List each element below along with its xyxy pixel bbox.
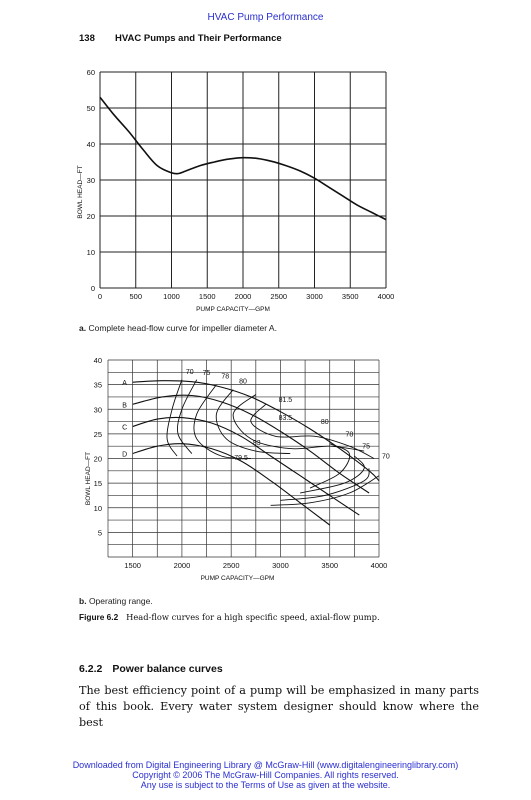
y-tick-label: 50 [86, 104, 95, 113]
y-tick-label: 20 [86, 212, 95, 221]
efficiency-label: 78 [221, 373, 230, 381]
chapter-title: HVAC Pumps and Their Performance [115, 33, 282, 44]
y-tick-label: 30 [93, 405, 102, 415]
y-tick-label: 25 [93, 429, 102, 439]
efficiency-label: 70 [185, 368, 194, 376]
figure-a-letter: a. [79, 323, 87, 333]
footer [0, 760, 531, 790]
efficiency-label: 75 [202, 369, 211, 377]
efficiency-label: 75 [362, 443, 371, 451]
y-tick-label: 30 [86, 176, 95, 185]
figure-b-letter: b. [79, 596, 87, 606]
x-tick-label: 1500 [198, 292, 216, 301]
figure-caption-text: Head-flow curves for a high specific speed, axial-flow pump. [126, 612, 380, 622]
section-title: Power balance curves [112, 663, 223, 675]
efficiency-label: 83.5 [278, 415, 293, 423]
footer-line-2: Copyright © 2006 The McGraw-Hill Companies. All rights reserved. [132, 770, 399, 780]
y-tick-label: 15 [93, 479, 102, 489]
efficiency-label: 80 [239, 378, 247, 386]
curve-label-d: D [122, 451, 128, 459]
x-tick-label: 3500 [321, 561, 339, 570]
y-tick-label: 10 [86, 248, 95, 257]
efficiency-label: 83 [252, 440, 261, 448]
page-header [79, 33, 282, 44]
section-number: 6.2.2 [79, 663, 103, 675]
figure-a-caption-text: Complete head-flow curve for impeller diameter A. [88, 323, 277, 333]
x-tick-label: 1000 [163, 292, 180, 301]
curve-label-a: A [122, 380, 127, 388]
y-axis-label: BOWL HEAD—FT [85, 451, 92, 506]
efficiency-label: 81.5 [278, 396, 293, 404]
body-paragraph: The best efficiency point of a pump will be emphasized in many parts of this book. Every water system designer should know where the best [79, 684, 479, 729]
efficiency-contour [300, 456, 364, 493]
efficiency-label: 78 [345, 431, 354, 439]
efficiency-label: 80 [320, 419, 329, 427]
x-tick-label: 4000 [377, 292, 395, 301]
curve-label-b: B [122, 402, 127, 410]
x-tick-label: 3000 [306, 292, 323, 301]
curve-label-c: C [122, 424, 128, 432]
figure-a-caption [79, 323, 277, 333]
y-tick-label: 40 [93, 356, 102, 365]
y-tick-label: 20 [93, 454, 102, 464]
x-tick-label: 2500 [270, 292, 288, 301]
x-tick-label: 3500 [341, 292, 359, 301]
x-tick-label: 2000 [234, 292, 252, 301]
figure-caption-label: Figure 6.2 [79, 612, 119, 622]
x-tick-label: 3000 [272, 561, 289, 570]
x-tick-label: 1500 [124, 561, 141, 570]
efficiency-label: 79.5 [234, 454, 248, 462]
x-axis-label: PUMP CAPACITY—GPM [200, 575, 275, 582]
x-tick-label: 500 [129, 292, 143, 301]
efficiency-contour [271, 476, 379, 506]
y-tick-label: 10 [93, 503, 102, 513]
y-tick-label: 0 [90, 284, 95, 293]
operating-range-chart-b [0, 350, 531, 600]
figure-caption [79, 612, 409, 623]
x-tick-label: 0 [97, 292, 103, 301]
running-head: HVAC Pump Performance [207, 12, 324, 23]
figure-b-caption [79, 596, 153, 606]
efficiency-label: 70 [381, 453, 390, 461]
y-tick-label: 40 [86, 140, 95, 149]
efficiency-contour [177, 380, 196, 454]
footer-line-1[interactable]: Downloaded from Digital Engineering Library @ McGraw-Hill (www.digitalengineeringlibrary.com) [72, 760, 459, 770]
section-heading [79, 663, 223, 675]
y-tick-label: 60 [86, 68, 95, 77]
x-tick-label: 2500 [222, 561, 240, 570]
x-tick-label: 2000 [173, 561, 191, 570]
x-axis-label: PUMP CAPACITY—GPM [196, 306, 270, 313]
x-tick-label: 4000 [370, 561, 388, 570]
y-tick-label: 5 [97, 528, 102, 538]
y-tick-label: 35 [93, 380, 102, 390]
y-axis-label: BOWL HEAD—FT [77, 165, 84, 219]
footer-line-3: Any use is subject to the Terms of Use as given at the website. [140, 780, 391, 790]
page-number: 138 [79, 33, 95, 44]
figure-b-caption-text: Operating range. [88, 596, 153, 606]
efficiency-contour [251, 404, 374, 458]
